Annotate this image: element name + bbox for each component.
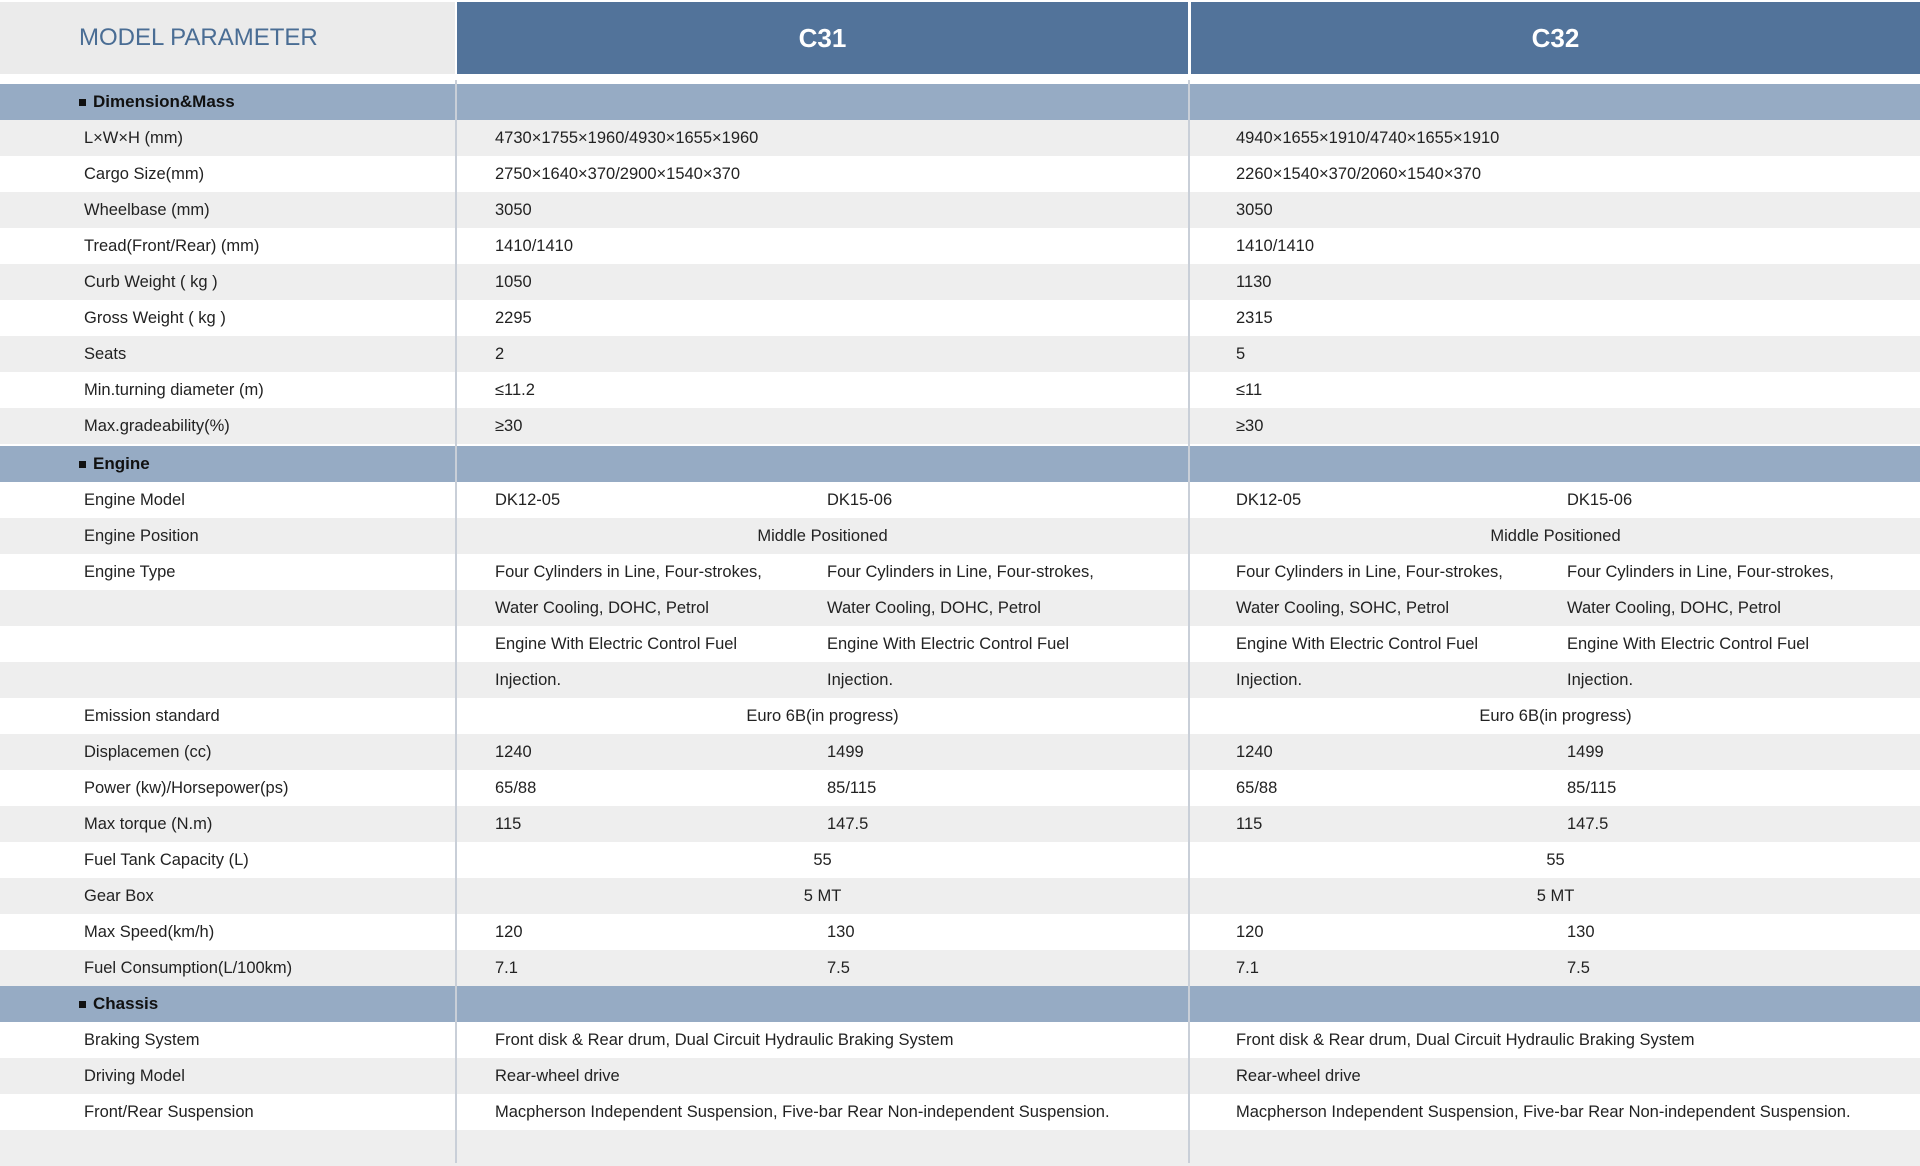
section-title	[79, 446, 150, 482]
c32-value: 7.1	[1236, 958, 1259, 977]
table-header	[0, 0, 1920, 80]
c31-value-alt: DK15-06	[827, 490, 893, 509]
c32-value: Euro 6B(in progress)	[1479, 706, 1632, 725]
c31-value: 5 MT	[803, 886, 842, 905]
c32-value-alt: 85/115	[1567, 778, 1617, 797]
c31-value-alt: Injection.	[827, 670, 894, 689]
parameter-label: Engine Type	[84, 562, 176, 581]
c32-value: 115	[1236, 814, 1263, 833]
table-row	[0, 264, 1920, 300]
c32-value: 5	[1236, 344, 1246, 363]
c32-value: Engine With Electric Control Fuel	[1236, 634, 1479, 653]
column-divider	[455, 80, 457, 1163]
c31-value: Front disk & Rear drum, Dual Circuit Hydraulic Braking System	[495, 1030, 954, 1049]
c31-value: Rear-wheel drive	[495, 1066, 620, 1085]
table-row	[0, 1022, 1920, 1058]
table-row	[0, 590, 1920, 626]
parameter-label: Min.turning diameter (m)	[84, 380, 264, 399]
c32-value: 2260×1540×370/2060×1540×370	[1236, 164, 1482, 183]
table-row	[0, 482, 1920, 518]
model-parameter-heading: MODEL PARAMETER	[0, 2, 455, 74]
c31-value: 2	[495, 344, 505, 363]
c32-value: ≤11	[1236, 380, 1263, 399]
c32-value-alt: DK15-06	[1567, 490, 1633, 509]
c32-value: 1130	[1236, 272, 1272, 291]
c32-value: 55	[1546, 850, 1565, 869]
table-row	[0, 770, 1920, 806]
section-title-text: Chassis	[93, 994, 159, 1013]
c32-value-alt: Four Cylinders in Line, Four-strokes,	[1567, 562, 1834, 581]
c32-value-alt: 147.5	[1567, 814, 1609, 833]
table-row	[0, 626, 1920, 662]
section-title-text: Engine	[93, 454, 150, 473]
c31-value: 1410/1410	[495, 236, 573, 255]
table-row	[0, 156, 1920, 192]
parameter-label: Fuel Consumption(L/100km)	[84, 958, 293, 977]
table-row	[0, 228, 1920, 264]
c32-value: 5 MT	[1536, 886, 1575, 905]
c31-value: ≤11.2	[495, 380, 535, 399]
c31-value: ≥30	[495, 416, 523, 435]
parameter-label: Wheelbase (mm)	[84, 200, 210, 219]
c31-value: Injection.	[495, 670, 562, 689]
table-row	[0, 950, 1920, 986]
c32-value: DK12-05	[1236, 490, 1302, 509]
c32-value: Middle Positioned	[1490, 526, 1621, 545]
model-c31-heading: C31	[457, 2, 1188, 74]
parameter-label: Seats	[84, 344, 127, 363]
parameter-label: Max Speed(km/h)	[84, 922, 215, 941]
c31-value: Middle Positioned	[757, 526, 888, 545]
c31-value-alt: Four Cylinders in Line, Four-strokes,	[827, 562, 1094, 581]
table-row	[0, 408, 1920, 444]
parameter-label: Driving Model	[84, 1066, 185, 1085]
parameter-label: Gross Weight ( kg )	[84, 308, 226, 327]
c31-value: Macpherson Independent Suspension, Five-bar Rear Non-independent Suspension.	[495, 1102, 1110, 1121]
c31-value-alt: Engine With Electric Control Fuel	[827, 634, 1070, 653]
c31-value: 2295	[495, 308, 532, 327]
table-row	[0, 120, 1920, 156]
c32-value: 2315	[1236, 308, 1273, 327]
parameter-label: Engine Model	[84, 490, 185, 509]
parameter-label: Displacemen (cc)	[84, 742, 212, 761]
section-header	[0, 446, 1920, 482]
parameter-label: Max.gradeability(%)	[84, 416, 230, 435]
section-title	[79, 84, 235, 120]
parameter-label: Engine Position	[84, 526, 199, 545]
table-row	[0, 1058, 1920, 1094]
table-row	[0, 336, 1920, 372]
c31-value: 4730×1755×1960/4930×1655×1960	[495, 128, 759, 147]
table-row-empty	[0, 1130, 1920, 1166]
parameter-label: Power (kw)/Horsepower(ps)	[84, 778, 289, 797]
c31-value: Four Cylinders in Line, Four-strokes,	[495, 562, 762, 581]
c31-value: 3050	[495, 200, 532, 219]
section-title-text: Dimension&Mass	[93, 92, 235, 111]
parameter-label: Braking System	[84, 1030, 200, 1049]
c32-value: 65/88	[1236, 778, 1278, 797]
c31-value: 115	[495, 814, 522, 833]
c32-value-alt: 130	[1567, 922, 1595, 941]
section-header	[0, 84, 1920, 120]
c31-value: Engine With Electric Control Fuel	[495, 634, 738, 653]
section-title	[79, 986, 158, 1022]
c31-value: DK12-05	[495, 490, 561, 509]
c32-value: 4940×1655×1910/4740×1655×1910	[1236, 128, 1500, 147]
c31-value-alt: 130	[827, 922, 855, 941]
c32-value: Injection.	[1236, 670, 1303, 689]
c32-value: 1410/1410	[1236, 236, 1314, 255]
c31-value: Water Cooling, DOHC, Petrol	[495, 598, 709, 617]
c31-value: 65/88	[495, 778, 537, 797]
c31-value: 7.1	[495, 958, 518, 977]
parameter-label: Gear Box	[84, 886, 154, 905]
section-header	[0, 986, 1920, 1022]
parameter-label: L×W×H (mm)	[84, 128, 183, 147]
c32-value: Four Cylinders in Line, Four-strokes,	[1236, 562, 1503, 581]
c32-value: Rear-wheel drive	[1236, 1066, 1361, 1085]
table-row	[0, 1094, 1920, 1130]
c31-value: 120	[495, 922, 523, 941]
parameter-label: Max torque (N.m)	[84, 814, 213, 833]
model-c32-heading: C32	[1191, 2, 1920, 74]
table-row	[0, 554, 1920, 590]
c31-value: Euro 6B(in progress)	[746, 706, 899, 725]
c32-value-alt: 1499	[1567, 742, 1604, 761]
square-bullet-icon	[79, 1001, 86, 1008]
c32-value: 120	[1236, 922, 1264, 941]
parameter-label: Tread(Front/Rear) (mm)	[84, 236, 260, 255]
c32-value-alt: 7.5	[1567, 958, 1590, 977]
c32-value: Water Cooling, SOHC, Petrol	[1236, 598, 1450, 617]
c32-value: 1240	[1236, 742, 1273, 761]
c32-value: 3050	[1236, 200, 1273, 219]
c32-value: Front disk & Rear drum, Dual Circuit Hydraulic Braking System	[1236, 1030, 1695, 1049]
table-row	[0, 914, 1920, 950]
table-row	[0, 878, 1920, 914]
parameter-label: Emission standard	[84, 706, 220, 725]
parameter-label: Front/Rear Suspension	[84, 1102, 254, 1121]
square-bullet-icon	[79, 461, 86, 468]
table-row	[0, 192, 1920, 228]
c32-value-alt: Injection.	[1567, 670, 1634, 689]
c31-value-alt: 147.5	[827, 814, 869, 833]
table-row	[0, 842, 1920, 878]
c31-value-alt: 1499	[827, 742, 864, 761]
square-bullet-icon	[79, 99, 86, 106]
parameter-label: Cargo Size(mm)	[84, 164, 205, 183]
c31-value: 55	[813, 850, 832, 869]
table-row	[0, 300, 1920, 336]
column-divider	[1188, 80, 1190, 1163]
c31-value-alt: 7.5	[827, 958, 850, 977]
c32-value: Macpherson Independent Suspension, Five-bar Rear Non-independent Suspension.	[1236, 1102, 1851, 1121]
parameter-label: Curb Weight ( kg )	[84, 272, 218, 291]
table-row	[0, 698, 1920, 734]
c31-value: 2750×1640×370/2900×1540×370	[495, 164, 741, 183]
c32-value-alt: Water Cooling, DOHC, Petrol	[1567, 598, 1781, 617]
table-row	[0, 734, 1920, 770]
c32-value-alt: Engine With Electric Control Fuel	[1567, 634, 1810, 653]
table-row	[0, 662, 1920, 698]
c31-value-alt: Water Cooling, DOHC, Petrol	[827, 598, 1041, 617]
table-row	[0, 806, 1920, 842]
table-row	[0, 372, 1920, 408]
parameter-label: Fuel Tank Capacity (L)	[84, 850, 249, 869]
c31-value: 1050	[495, 272, 532, 291]
table-row	[0, 518, 1920, 554]
c31-value: 1240	[495, 742, 532, 761]
c31-value-alt: 85/115	[827, 778, 877, 797]
c32-value: ≥30	[1236, 416, 1264, 435]
